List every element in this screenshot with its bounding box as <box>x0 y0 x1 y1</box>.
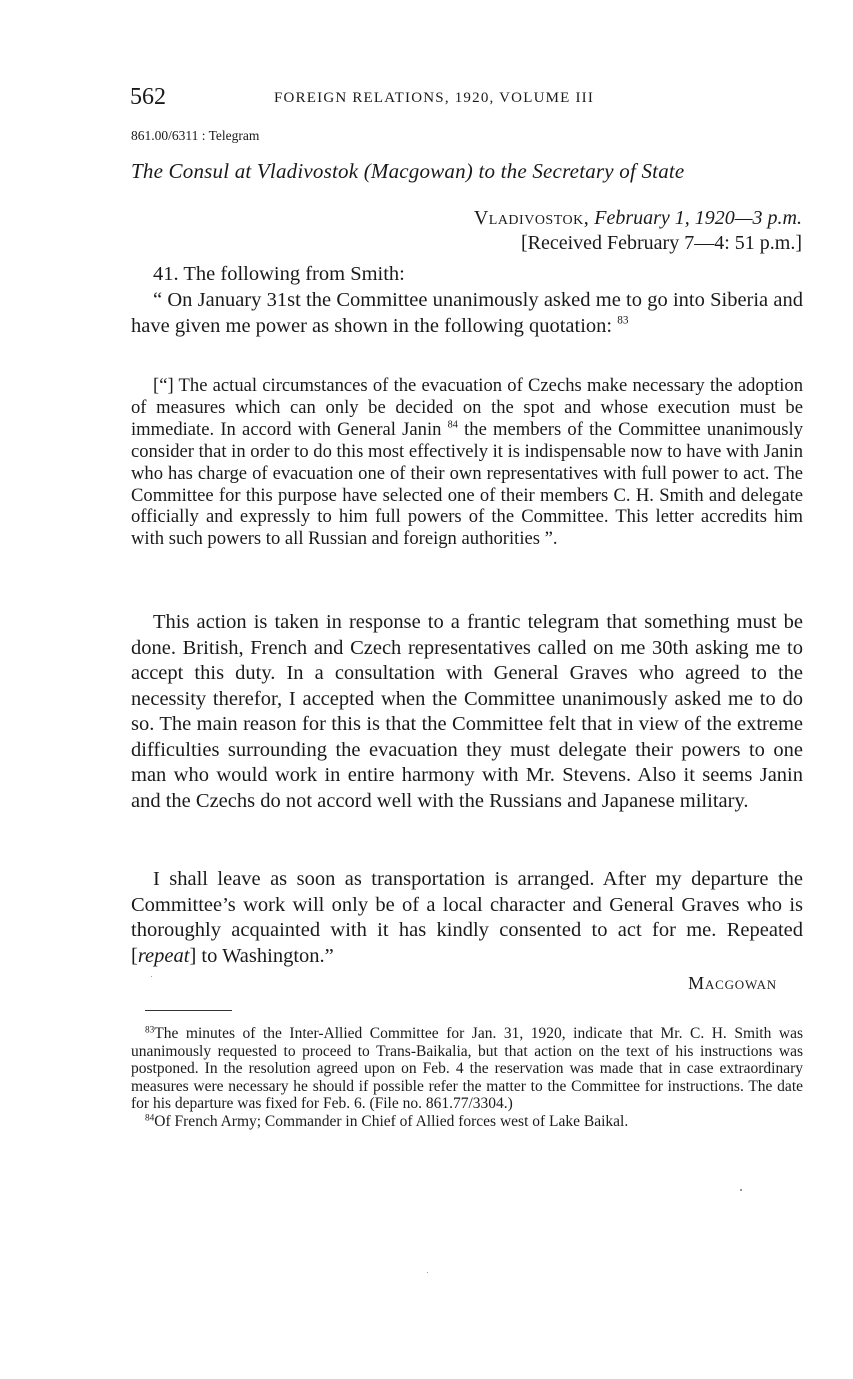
scan-speck <box>740 1189 742 1191</box>
paragraph-text: I shall leave as soon as transportation is arranged. After my departure the Committee’s work will only be of a local character and General Graves who is thoroughly acquainted with it has kindly consented to act for me. Repeated [ <box>131 868 803 967</box>
paragraph-text: “ On January 31st the Committee unanimously asked me to go into Siberia and have given me power as shown in the following quotation: <box>131 289 803 337</box>
footnote-text: The minutes of the Inter-Allied Committee for Jan. 31, 1920, indicate that Mr. C. H. Smith was unanimously requested to proceed to Trans-Baikalia, but that action on the text of his instructions was postponed. In the resolution agreed upon on Feb. 4 the reservation was made that in case extraordinary measures were necessary he should if possible refer the matter to the Committee for instructions. The date for his departure was fixed for Feb. 6. (File no. 861.77/3304.) <box>131 1025 803 1112</box>
footnote-text: Of French Army; Commander in Chief of Allied forces west of Lake Baikal. <box>154 1112 629 1130</box>
received-line: [Received February 7—4: 51 p.m.] <box>520 232 802 254</box>
dateline <box>474 206 802 230</box>
dateline-place: Vladivostok, <box>473 207 590 229</box>
footnote-divider <box>145 1010 232 1011</box>
paragraph-intro: 41. The following from Smith: <box>153 263 405 285</box>
scan-speck <box>151 976 152 977</box>
running-header <box>130 84 802 110</box>
footnote-83 <box>131 1025 803 1113</box>
running-title: FOREIGN RELATIONS, 1920, VOLUME III <box>274 90 595 106</box>
footnote-mark: 83 <box>145 1025 155 1036</box>
document-title: The Consul at Vladivostok (Macgowan) to the Secretary of State <box>131 159 685 183</box>
paragraph-text: [“] The actual circumstances of the evacuation of Czechs make necessary the adoption of measures which can only be decided on the spot and whose execution must be immediate. In accord with General Janin <box>131 375 803 440</box>
footnote-ref-84: 84 <box>447 419 458 431</box>
footnote-ref-83: 83 <box>617 314 629 327</box>
paragraph-text: the members of the Committee unanimously consider that in order to do this most effectively it is indispensable now to have with Janin who has charge of evacuation one of their own representatives with full power to act. The Committee for this purpose have selected one of their members C. H. Smith and delegate officially and expressly to him full powers of the Committee. This letter accredits him with such powers to all Russian and foreign authorities ”. <box>131 418 804 550</box>
page-number: 562 <box>130 84 166 110</box>
paragraph-departure <box>131 867 803 969</box>
paragraph-italic: repeat <box>137 944 190 967</box>
dateline-date: February 1, 1920—3 p.m. <box>594 207 802 229</box>
paragraph-committee-letter <box>131 375 803 550</box>
file-reference: 861.00/6311 : Telegram <box>131 128 260 143</box>
footnotes <box>131 1025 803 1130</box>
scan-speck <box>427 1272 428 1273</box>
paragraph-text: ] to Washington.” <box>189 944 334 967</box>
footnote-84 <box>131 1113 803 1131</box>
paragraph-quote-open <box>131 288 803 339</box>
footnote-mark: 84 <box>145 1112 155 1123</box>
paragraph-action-taken: This action is taken in response to a frantic telegram that something must be done. British, French and Czech representatives called on me 30th asking me to accept this duty. In a consultation with General Graves who agreed to the necessity therefor, I accepted when the Committee unanimously asked me to do so. The main reason for this is that the Committee felt that in view of the extreme difficulties surrounding the evacuation they must delegate their powers to one man who would work in entire harmony with Mr. Stevens. Also it seems Janin and the Czechs do not accord well with the Russians and Japanese military. <box>131 611 803 812</box>
signature: Macgowan <box>688 973 777 993</box>
